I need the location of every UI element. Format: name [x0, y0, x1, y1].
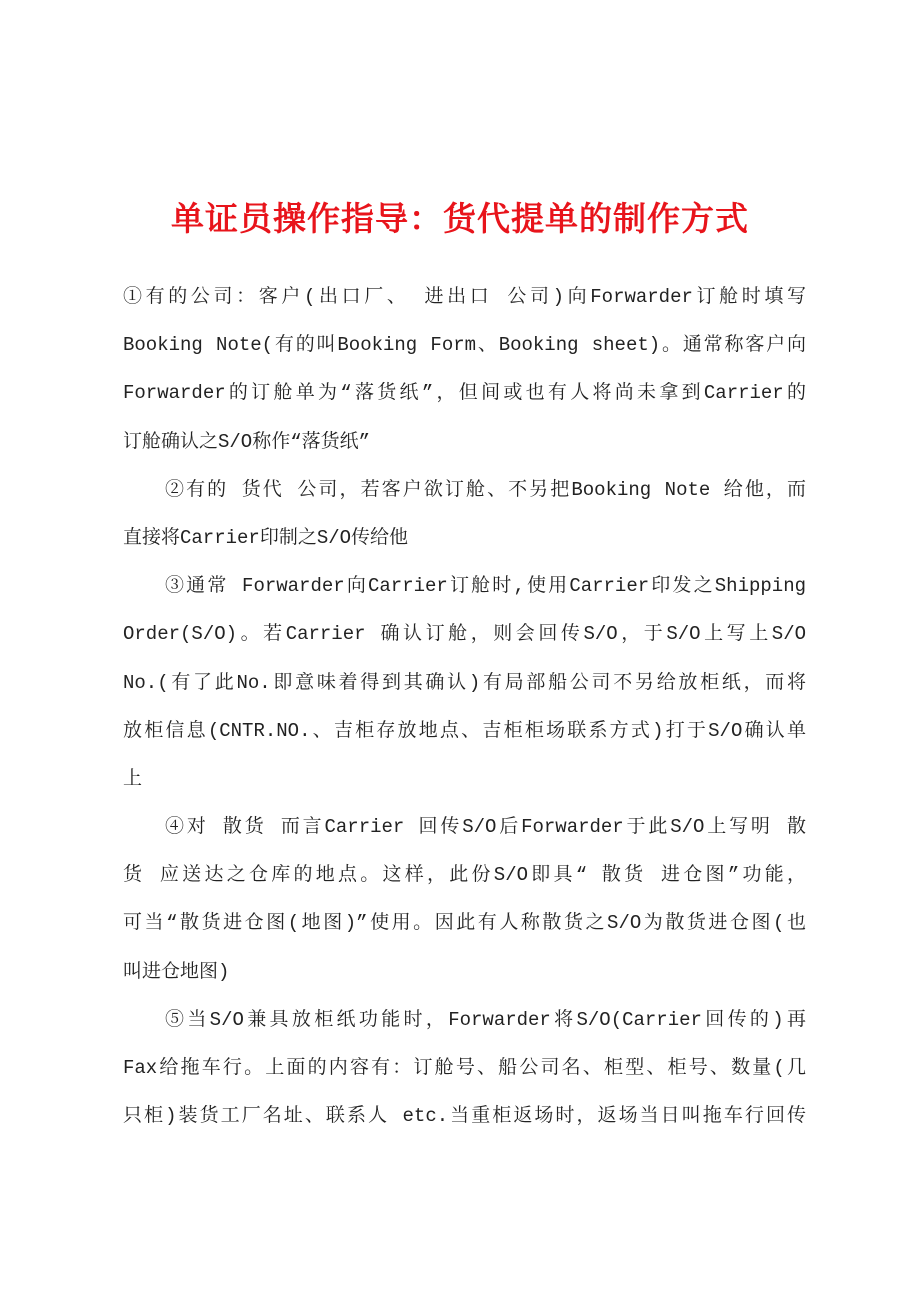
paragraph-4-line-4: 叫进仓地图) [123, 960, 230, 983]
document-title: 单证员操作指导：货代提单的制作方式 [171, 199, 749, 238]
paragraph-2-line-1: ②有的 货代 公司，若客户欲订舱、不另把Booking Note 给他，而 [165, 478, 806, 501]
paragraph-5-line-3: 只柜)装货工厂名址、联系人 etc.当重柜返场时，返场当日叫拖车行回传 [123, 1105, 806, 1128]
paragraph-4-line-3: 可当“散货进仓图(地图)”使用。因此有人称散货之S/O为散货进仓图(也 [123, 912, 806, 935]
paragraph-1-line-4: 订舱确认之S/O称作“落货纸” [123, 430, 371, 453]
paragraph-1-line-2: Booking Note(有的叫Booking Form、Booking sheet)。通常称客户向 [123, 334, 806, 357]
paragraph-3-line-4: 放柜信息(CNTR.NO.、吉柜存放地点、吉柜柜场联系方式)打于S/O确认单 [123, 719, 806, 742]
paragraph-5-line-1: ⑤当S/O兼具放柜纸功能时，Forwarder将S/O(Carrier回传的)再 [165, 1008, 806, 1031]
paragraph-1-line-1: ①有的公司：客户(出口厂、 进出口 公司)向Forwarder订舱时填写 [123, 286, 806, 308]
paragraph-3-line-3: No.(有了此No.即意味着得到其确认)有局部船公司不另给放柜纸，而将 [123, 671, 806, 694]
paragraph-3-line-1: ③通常 Forwarder向Carrier订舱时,使用Carrier印发之Shipping [165, 575, 806, 598]
paragraph-4-line-2: 货 应送达之仓库的地点。这样，此份S/O即具“ 散货 进仓图”功能， [123, 864, 806, 887]
document-body [123, 280, 806, 1147]
paragraph-2-line-2: 直接将Carrier印制之S/O传给他 [123, 526, 409, 549]
paragraph-3-line-2: Order(S/O)。若Carrier 确认订舱，则会回传S/O，于S/O上写上S/O [123, 623, 806, 646]
paragraph-1-line-3: Forwarder的订舱单为“落货纸”，但间或也有人将尚未拿到Carrier的 [123, 382, 806, 405]
paragraph-3-line-5: 上 [123, 767, 143, 790]
paragraph-4-line-1: ④对 散货 而言Carrier 回传S/O后Forwarder于此S/O上写明 散 [165, 816, 806, 839]
paragraph-5-line-2: Fax给拖车行。上面的内容有：订舱号、船公司名、柜型、柜号、数量(几 [123, 1057, 806, 1079]
